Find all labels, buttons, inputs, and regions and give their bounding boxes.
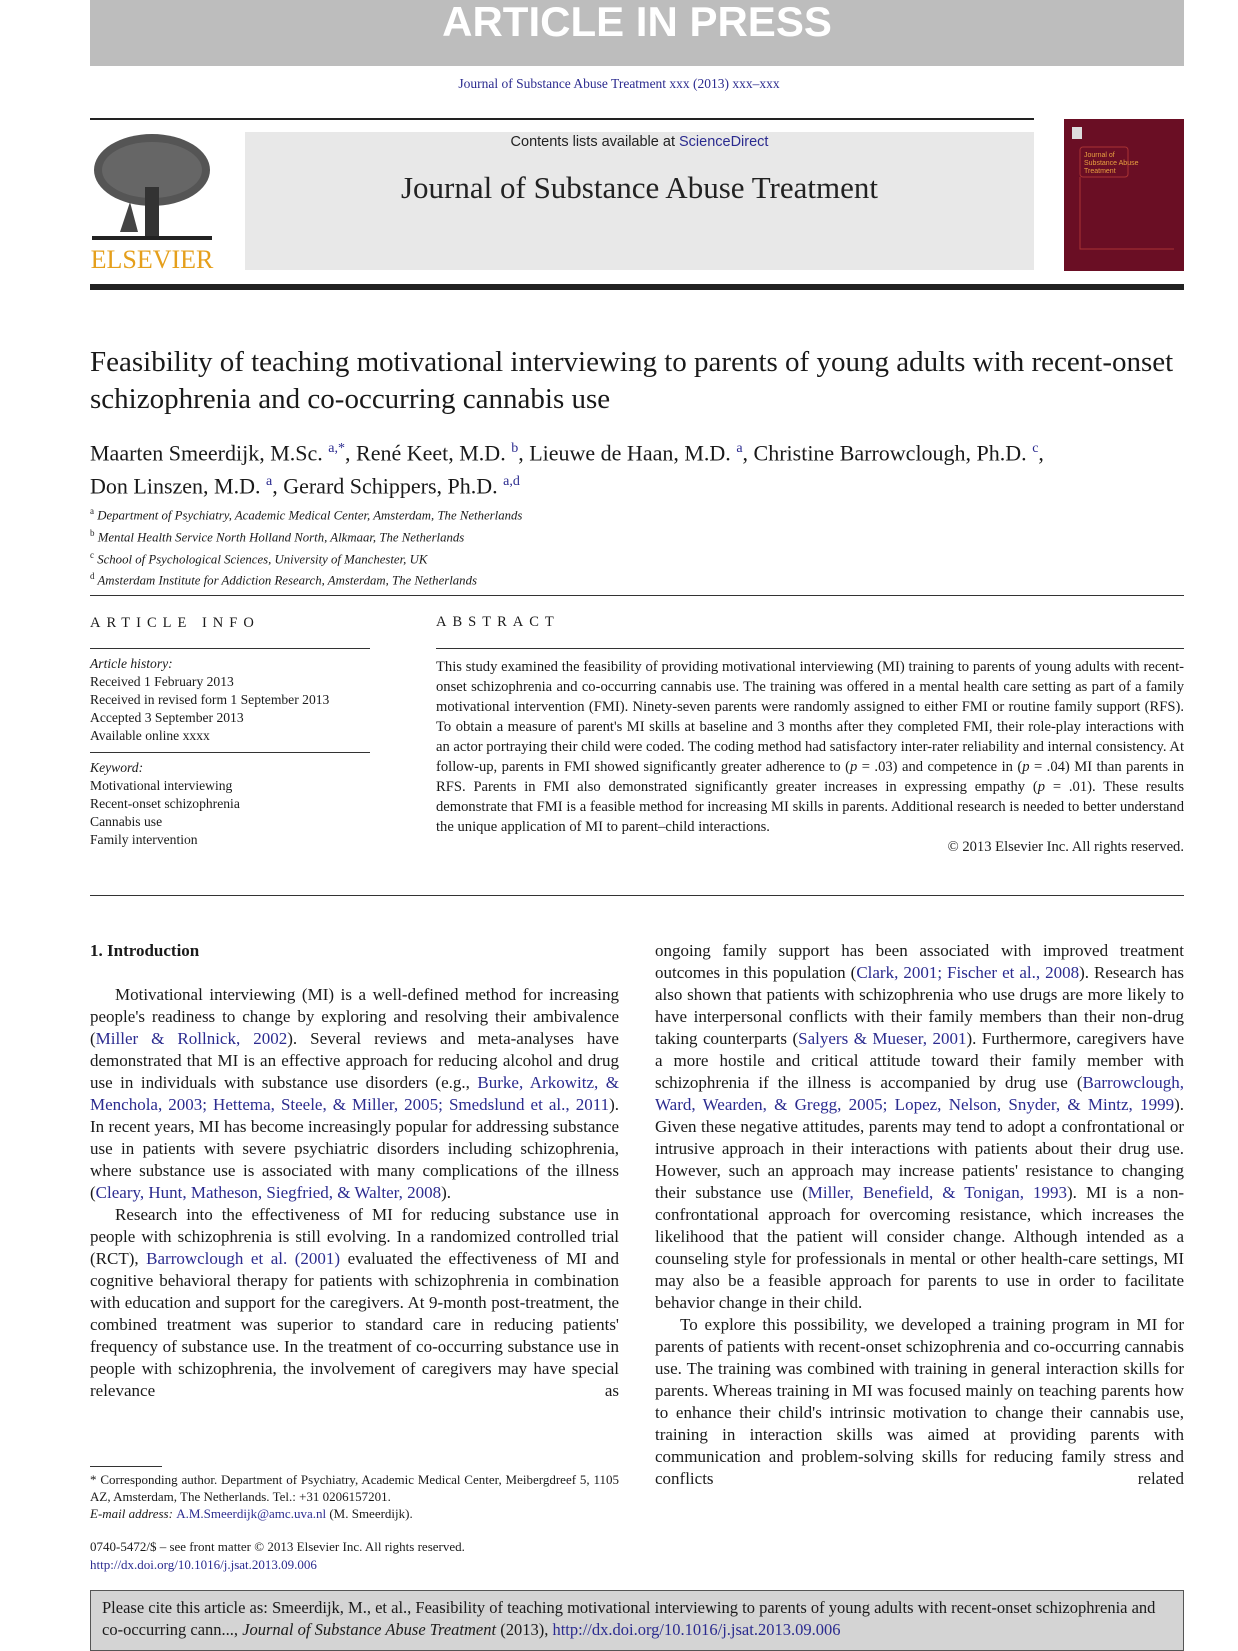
text-run: ). In recent years, MI has become increasingly popular for addressing substance use in patients with severe psychiatric disorders including schizophrenia, where substance use is associated with many complications of the illness ( <box>90 1095 619 1202</box>
article-title: Feasibility of teaching motivational interviewing to parents of young adults with recent-onset schizophrenia and co-occurring cannabis use <box>90 346 1174 415</box>
citation-link[interactable]: Cleary, Hunt, Matheson, Siegfried, & Walter, 2008 <box>95 1183 442 1202</box>
text-run: ). <box>441 1183 452 1202</box>
history-item: Received in revised form 1 September 2013 <box>90 692 330 707</box>
citation-link[interactable]: http://dx.doi.org/10.1016/j.jsat.2013.09.006 <box>552 1620 841 1639</box>
front-matter: 0740-5472/$ – see front matter © 2013 Elsevier Inc. All rights reserved. <box>90 1539 465 1554</box>
italic-text: p <box>850 759 858 775</box>
history-item: Received 1 February 2013 <box>90 674 234 689</box>
paragraph <box>655 940 1184 1314</box>
citation-link[interactable]: Barrowclough, Ward, Wearden, & Gregg, 2005; Lopez, Nelson, Snyder, & Mintz, 1999 <box>655 1073 1184 1114</box>
divider <box>90 752 370 753</box>
text-run: Motivational interviewing (MI) is a well-defined method for increasing people's readiness to change by exploring and resolving their ambivalence ( <box>90 985 619 1048</box>
text-run: ). MI is a non-confrontational approach for overcoming resistance, which increases the likelihood that the patient will consider change. Although intended as a counseling style for professionals in mental or other health-care settings, MI may also be a feasible approach for parents to use in order to facilitate behavior change in their child. <box>655 1183 1184 1312</box>
affiliation-superscript[interactable]: a <box>736 441 743 456</box>
article-info-heading: ARTICLE INFO <box>90 615 260 631</box>
affiliation <box>90 568 790 590</box>
abstract-heading: ABSTRACT <box>436 614 560 630</box>
affiliation-superscript[interactable]: c <box>1032 441 1039 456</box>
italic-text: p <box>1022 759 1030 775</box>
paragraph <box>655 1314 1184 1490</box>
page-footer <box>90 1538 465 1574</box>
footnote-text <box>90 1471 619 1522</box>
text-run: ). Furthermore, caregivers have a more hostile and critical attitude toward their family member with schizophrenia if the illness is accompanied by drug use ( <box>655 1029 1184 1092</box>
svg-text:Treatment: Treatment <box>1084 168 1116 175</box>
header-thick-rule <box>90 284 1184 290</box>
text-run: , <box>1038 440 1044 466</box>
text-run: = .01). These results demonstrate that FMI is a feasible method for increasing MI skills in parents. Additional research is needed to better understand the unique application of MI to parent–child interactions. <box>436 779 1184 835</box>
history-label: Article history: <box>90 656 173 671</box>
article-in-press-banner: ARTICLE IN PRESS <box>90 0 1184 66</box>
affiliations <box>90 503 790 590</box>
italic-text: p <box>1037 779 1046 795</box>
citation-link[interactable]: Burke, Arkowitz, & Menchola, 2003; Hettema, Steele, & Miller, 2005; Smedslund et al., 2011 <box>90 1073 619 1114</box>
citation-link[interactable]: A.M.Smeerdijk@amc.uva.nl <box>176 1506 327 1521</box>
affiliation-mark: a <box>90 506 94 516</box>
copyright: © 2013 Elsevier Inc. All rights reserved. <box>947 839 1184 855</box>
right-column <box>655 940 1184 1490</box>
citation-link[interactable]: Salyers & Mueser, 2001 <box>798 1029 967 1048</box>
keyword-label: Keyword: <box>90 760 144 775</box>
elsevier-logo[interactable] <box>90 132 215 273</box>
text-run: (2013), <box>496 1620 553 1639</box>
italic-text: E-mail address: <box>90 1506 177 1521</box>
text-run: To explore this possibility, we developed a training program in MI for parents of patients with recent-onset schizophrenia and co-occurring cannabis use. The training was combined with training in general interaction skills for parents. Whereas training in MI was focused mainly on teaching parents how to enhance their child's intrinsic motivation to change their cannabis use, training in interaction skills was aimed at providing parents with communication and problem-solving skills for reducing family stress and conflicts related <box>655 1315 1184 1488</box>
keyword: Recent-onset schizophrenia <box>90 796 240 811</box>
affiliation-text: Department of Psychiatry, Academic Medical Center, Amsterdam, The Netherlands <box>97 508 523 523</box>
divider <box>90 648 370 649</box>
svg-text:Substance Abuse: Substance Abuse <box>1084 160 1139 167</box>
cover-art-icon <box>1064 119 1184 271</box>
affiliation-superscript[interactable]: a <box>265 474 273 490</box>
paragraph <box>90 984 619 1204</box>
author-list <box>90 434 1184 501</box>
journal-header-box <box>245 132 1034 270</box>
keyword: Motivational interviewing <box>90 778 233 793</box>
text-run: ). Research has also shown that patients with schizophrenia who use drugs are more likely to have interpersonal conflicts with their family members than their non-drug taking counterparts ( <box>655 963 1184 1048</box>
footnote-rule <box>90 1466 162 1467</box>
footnote <box>90 1466 619 1522</box>
divider <box>436 648 1184 649</box>
affiliation <box>90 525 790 547</box>
sciencedirect-link[interactable]: ScienceDirect <box>679 134 769 150</box>
paragraph <box>90 1204 619 1402</box>
text-run: (M. Smeerdijk). <box>326 1506 413 1521</box>
text-run: This study examined the feasibility of providing motivational interviewing (MI) training to parents of young adults with recent-onset schizophrenia and co-occurring cannabis use. The training was offered in a mental health care setting as part of a family motivational intervention (FMI). Ninety-seven parents were randomly assigned to either FMI or routine family support (RFS). To obtain a measure of parent's MI skills at baseline and 3 months after they completed FMI, their role-play interactions with an actor portraying their child were coded. The coding method had satisfactory inter-rater reliability and internal consistency. At follow-up, parents in FMI showed significantly greater adherence to ( <box>436 659 1184 775</box>
svg-text:ELSEVIER: ELSEVIER <box>90 245 214 273</box>
text-run: , Gerard Schippers, Ph.D. <box>272 473 504 499</box>
header-divider <box>90 118 1034 120</box>
history-item: Available online xxxx <box>90 728 210 743</box>
divider <box>90 595 1184 596</box>
divider <box>90 895 1184 896</box>
abstract <box>436 614 1184 857</box>
elsevier-tree-icon <box>90 132 215 273</box>
affiliation-mark: d <box>90 571 95 582</box>
text-run: , René Keet, M.D. <box>345 440 512 466</box>
affiliation <box>90 547 790 569</box>
affiliation-text: School of Psychological Sciences, University of Manchester, UK <box>97 551 428 566</box>
affiliation-superscript[interactable]: a,* <box>328 441 346 456</box>
history-item: Accepted 3 September 2013 <box>90 710 244 725</box>
doi-link[interactable]: http://dx.doi.org/10.1016/j.jsat.2013.09.006 <box>90 1557 317 1572</box>
journal-title: Journal of Substance Abuse Treatment <box>400 170 878 205</box>
citation-link[interactable]: Miller, Benefield, & Tonigan, 1993 <box>807 1183 1068 1202</box>
keyword: Cannabis use <box>90 814 163 829</box>
text-run: Research into the effectiveness of MI for reducing substance use in people with schizophrenia is still evolving. In a randomized controlled trial (RCT), <box>90 1205 619 1268</box>
text-run: , Christine Barrowclough, Ph.D. <box>742 440 1033 466</box>
text-run: ). Given these negative attitudes, parents may tend to adopt a confrontational or intrusive approach in their interactions with patients about their drug use. However, such an approach may increase patients' resistance to changing their substance use ( <box>655 1095 1184 1202</box>
text-run: Please cite this article as: Smeerdijk, M., et al., Feasibility of teaching motivational interviewing to parents of young adults with recent-onset schizophrenia and co-occurring cann..., <box>102 1598 1156 1639</box>
affiliation-text: Amsterdam Institute for Addiction Research, Amsterdam, The Netherlands <box>97 573 477 588</box>
italic-text: Journal of Substance Abuse Treatment <box>242 1620 497 1639</box>
text-run: Maarten Smeerdijk, M.Sc. <box>90 440 329 466</box>
article-info <box>90 614 370 849</box>
cite-box <box>90 1590 1184 1651</box>
citation-link[interactable]: Barrowclough et al. (2001) <box>146 1249 341 1268</box>
text-run: , Lieuwe de Haan, M.D. <box>518 440 737 466</box>
journal-cover-image[interactable] <box>1064 119 1184 271</box>
text-run: ). Several reviews and meta-analyses have demonstrated that MI is an effective approach for reducing alcohol and drug use in individuals with substance use disorders (e.g., <box>90 1029 619 1092</box>
text-run: = .04) MI than parents in RFS. Parents in FMI also demonstrated significantly greater increases in expressing empathy ( <box>436 759 1184 795</box>
text-run: ongoing family support has been associated with improved treatment outcomes in this population ( <box>655 941 1184 982</box>
section-heading: 1. Introduction <box>90 941 200 960</box>
abstract-body <box>436 657 1184 837</box>
affiliation-text: Mental Health Service North Holland North, Alkmaar, The Netherlands <box>97 530 465 545</box>
affiliation-mark: c <box>90 549 94 560</box>
contents-label: Contents lists available at <box>510 134 679 150</box>
affiliation-superscript[interactable]: b <box>511 441 519 456</box>
svg-text:Journal of: Journal of <box>1084 152 1115 159</box>
journal-citation-line[interactable]: Journal of Substance Abuse Treatment xxx (2013) xxx–xxx <box>458 76 780 91</box>
citation-link[interactable]: Miller & Rollnick, 2002 <box>95 1029 288 1048</box>
affiliation <box>90 503 790 525</box>
affiliation-mark: b <box>90 527 95 538</box>
keyword: Family intervention <box>90 832 198 847</box>
text-run: Don Linszen, M.D. <box>90 473 266 499</box>
affiliation-superscript[interactable]: a,d <box>503 474 520 490</box>
citation-link[interactable]: Clark, 2001; Fischer et al., 2008 <box>856 963 1080 982</box>
text-run: = .03) and competence in ( <box>857 759 1023 775</box>
text-run: * Corresponding author. Department of Psychiatry, Academic Medical Center, Meibergdreef 5, 1105 AZ, Amsterdam, The Netherlands. Tel.: +31 0206157201. <box>90 1472 619 1504</box>
text-run: evaluated the effectiveness of MI and cognitive behavioral therapy for patients with schizophrenia in combination with education and support for the caregivers. At 9-month post-treatment, the combined treatment was superior to standard care in reducing patients' frequency of substance use. In the treatment of co-occurring substance use in people with schizophrenia, the involvement of caregivers may have special relevance as <box>90 1249 619 1400</box>
left-column <box>90 940 619 1402</box>
